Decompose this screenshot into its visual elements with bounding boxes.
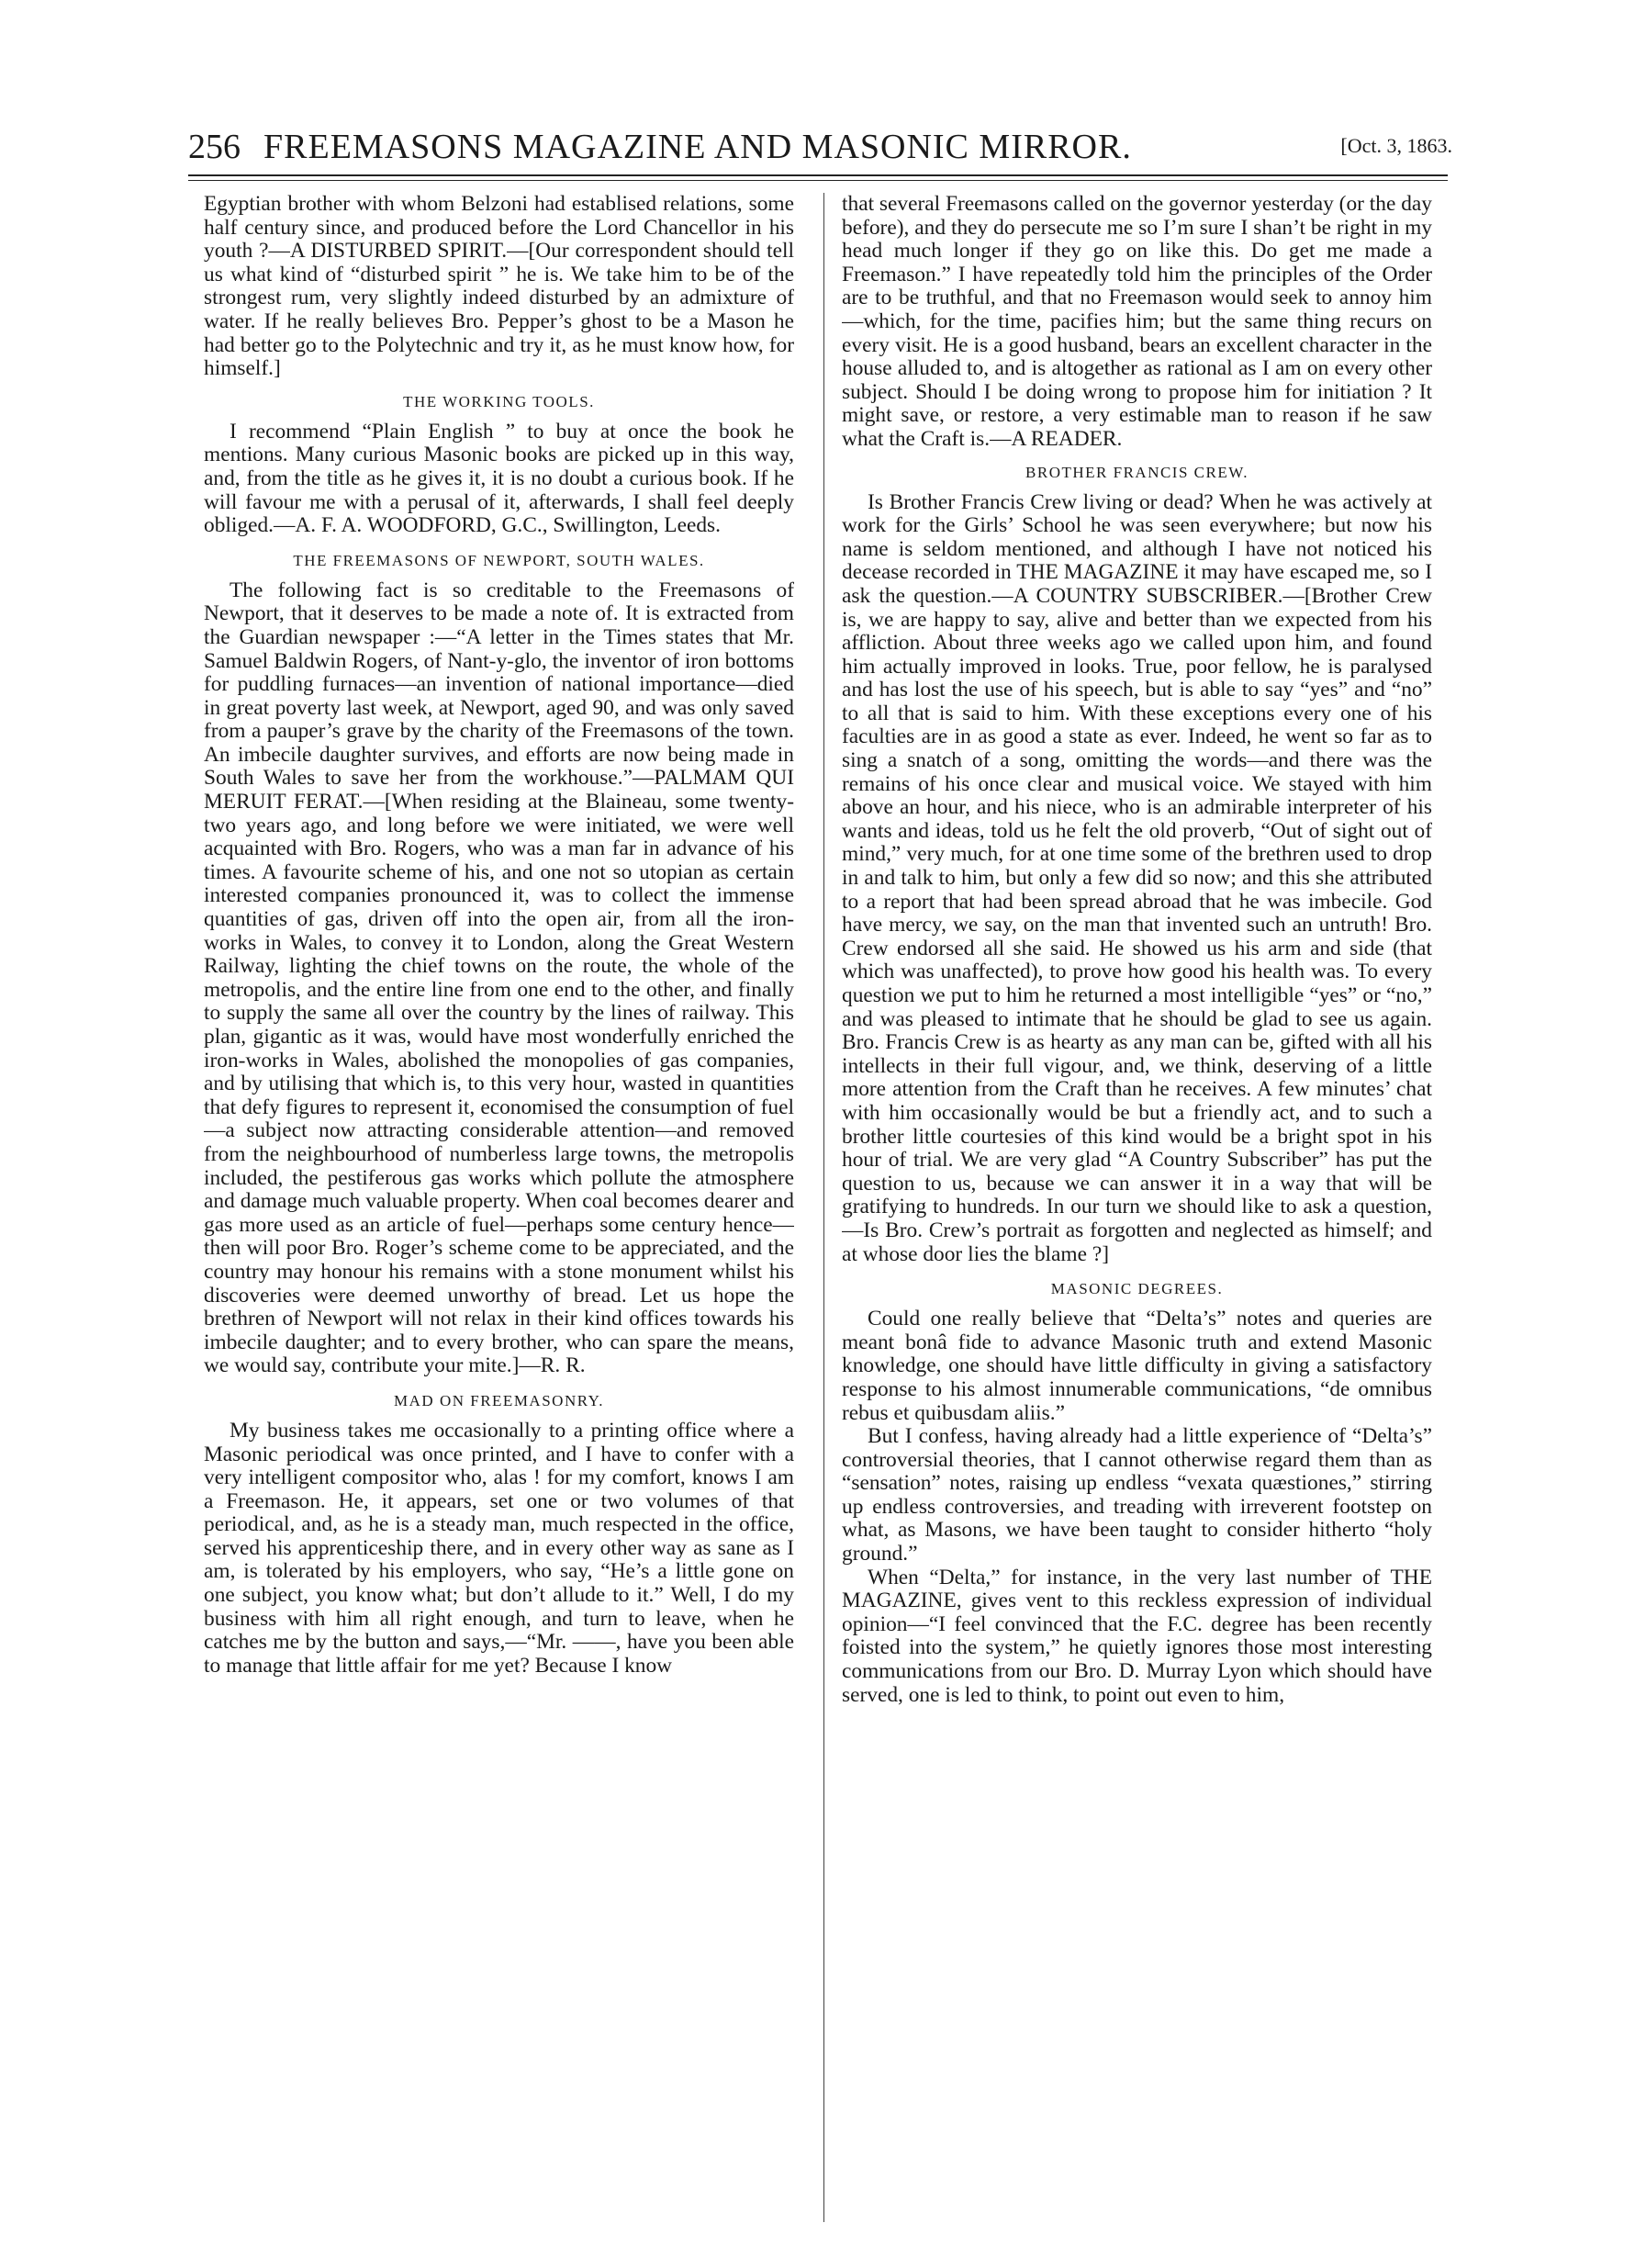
left-column [204, 193, 794, 2231]
heading-working-tools: THE WORKING TOOLS. [403, 392, 595, 410]
paragraph-degrees-3: When “Delta,” for instance, in the very last number of THE MAGAZINE, gives vent to this reckless expression of individual opinion—“I feel convinced that the F.C. degree has been recently foisted into the system,” he quietly ignores those most interesting communications from our Bro. D. Murray Lyon which should have served, one is led to think, to point out even to him, [842, 1565, 1432, 1707]
header-rule [188, 174, 1448, 176]
heading-mad-on-freemasonry: MAD ON FREEMASONRY. [394, 1391, 604, 1409]
paragraph-working-tools: I recommend “Plain English ” to buy at once the book he mentions. Many curious Masonic books are picked up in this way, and, from the title as he gives it, it is no doubt a curious book. If he will favour me with a perusal of it, afterwards, I shall feel deeply obliged.—A. F. A. WOODFORD, G.C., Swillington, Leeds. [204, 419, 794, 538]
header-rule-thin [188, 180, 1448, 181]
paragraph-francis-crew: Is Brother Francis Crew living or dead? When he was actively at work for the Girls’ School he was seen everywhere; but now his name is seldom mentioned, and although I have not noticed his decease recorded in THE MAGAZINE it may have escaped me, so I ask the question.—A COUNTRY SUBSCRIBER.—[Brother Crew is, we are happy to say, alive and better than we expected from his affliction. About three weeks ago we called upon him, and found him actually improved in looks. True, poor fellow, he is paralysed and has lost the use of his speech, but is able to say “yes” and “no” to all that is said to him. With these exceptions every one of his faculties are in as good a state as ever. Indeed, he went so far as to sing a snatch of a song, omitting the words—and there was the remains of his once clear and musical voice. We stayed with him above an hour, and his niece, who is an admirable interpreter of his wants and ideas, told us he felt the old proverb, “Out of sight out of mind,” very much, for at one time some of the brethren used to drop in and talk to him, but only a few did so now; and this she attributed to a report that had been spread abroad that he was imbecile. God have mercy, we say, on the man that invented such an untruth! Bro. Crew endorsed all she said. He showed us his arm and side (that which was unaffected), to prove how good his health was. To every question we put to him he returned a most intelligible “yes” or “no,” and was pleased to intimate that he should be glad to see us again. Bro. Francis Crew is as hearty as any man can be, gifted with all his intellects in their full vigour, and, we think, deserving of a little more attention from the Craft than he receives. A few minutes’ chat with him occasionally would be but a friendly act, and to such a brother little courtesies of this kind would be a bright spot in his hour of trial. We are very glad “A Country Subscriber” has put the question to us, because we can answer it in a way that will be gratifying to hundreds. In our turn we should like to ask a question,—Is Bro. Crew’s portrait as forgotten and neglected as himself; and at whose door lies the blame ?] [842, 489, 1432, 1266]
issue-date: [Oct. 3, 1863. [1340, 134, 1452, 157]
paragraph-degrees-2: But I confess, having already had a little experience of “Delta’s” controversial theories, that I cannot otherwise regard them than as “sensation” notes, raising up endless “vexata quæstiones,” stirring up endless controversies, and treading with irreverent footstep on what, as Masons, we have been taught to consider hitherto “holy ground.” [842, 1424, 1432, 1566]
paragraph-mad-on-freemasonry: My business takes me occasionally to a printing office where a Masonic periodical was once printed, and I have to confer with a very intelligent compositor who, alas ! for my comfort, knows I am a Freemason. He, it appears, set one or two volumes of that periodical, and, as he is a steady man, much respected in the office, served his apprenticeship there, and in every other way as sane as I am, is tolerated by his employers, who say, “He’s a little gone on one subject, you know what; but don’t allude to it.” Well, I do my business with him all right enough, and turn to leave, when he catches me by the button and says,—“Mr. ——, have you been able to manage that little affair for me yet? Because I know [204, 1418, 794, 1678]
paragraph-disturbed-spirit: Egyptian brother with whom Belzoni had establised relations, some half century since, and produced before the Lord Chancellor in his youth ?—A DISTURBED SPIRIT.—[Our correspondent should tell us what kind of “disturbed spirit ” he is. We take him to be of the strongest rum, very slightly indeed disturbed by an admixture of water. If he really believes Bro. Pepper’s ghost to be a Mason he had better go to the Polytechnic and try it, as he must know how, for himself.] [204, 193, 794, 381]
page-number: 256 [188, 128, 241, 166]
paragraph-newport: The following fact is so creditable to the Freemasons of Newport, that it deserves to be made a note of. It is extracted from the Guardian newspaper :—“A letter in the Times states that Mr. Samuel Baldwin Rogers, of Nant-y-glo, the inventor of iron bottoms for puddling furnaces—an invention of national importance—died in great poverty last week, at Newport, aged 90, and was only saved from a pauper’s grave by the charity of the Freemasons of the town. An imbecile daughter survives, and efforts are now being made in South Wales to save her from the workhouse.”—PALMAM QUI MERUIT FERAT.—[When residing at the Blaineau, some twenty-two years ago, and long before we were initiated, we were well acquainted with Bro. Rogers, who was a man far in advance of his times. A favourite scheme of his, and one not so utopian as certain interested companies pronounced it, was to collect the immense quantities of gas, driven off into the open air, from all the iron-works in Wales, to convey it to London, along the Great Western Railway, lighting the chief towns on the route, the whole of the metropolis, and the entire line from one end to the other, and finally to supply the same all over the country by the lines of railway. This plan, gigantic as it was, would have most wonderfully enriched the iron-works in Wales, abolished the monopolies of gas companies, and by utilising that which is, to this very hour, wasted in quantities that defy figures to represent it, economised the consumption of fuel—a subject now attracting considerable attention—and removed from the neighbourhood of numberless large towns, the metropolis included, the pestiferous gas works which pollute the atmosphere and damage much valuable property. When coal becomes dearer and gas more used as an article of fuel—perhaps some century hence—then will poor Bro. Roger’s scheme come to be appreciated, and the country may honour his remains with a stone monument whilst his discoveries were deemed unworthy of bread. Let us hope the brethren of Newport will not relax in their kind offices towards his imbecile daughter; and to every brother, who can spare the means, we would say, contribute your mite.]—R. R. [204, 578, 794, 1378]
masthead [188, 125, 1460, 167]
heading-masonic-degrees: MASONIC DEGREES. [1050, 1280, 1224, 1298]
column-divider [823, 193, 824, 2222]
heading-brother-francis-crew: BROTHER FRANCIS CREW. [1025, 463, 1249, 481]
right-column [842, 193, 1432, 2231]
paragraph-mad-continued: that several Freemasons called on the governor yesterday (or the day before), and they do persecute me so I’m sure I shan’t be right in my head much longer if they go on like this. Do get me made a Freemason.” I have repeatedly told him the principles of the Order are to be truthful, and that no Freemason would seek to annoy him—which, for the time, pacifies him; but the same thing recurs on every visit. He is a good husband, bears an excellent character in the house alluded to, and is altogether as rational as I am on every other subject. Should I be doing wrong to propose him for initiation ? It might save, or restore, a very estimable man to reason if he saw what the Craft is.—A READER. [842, 193, 1432, 451]
paragraph-degrees-1: Could one really believe that “Delta’s” notes and queries are meant bonâ fide to advance Masonic truth and extend Masonic knowledge, one should have little difficulty in giving a satisfactory response to his almost innumerable communications, “de omnibus rebus et quibusdam aliis.” [842, 1307, 1432, 1425]
heading-freemasons-of-newport: THE FREEMASONS OF NEWPORT, SOUTH WALES. [293, 551, 705, 569]
magazine-title: FREEMASONS MAGAZINE AND MASONIC MIRROR. [263, 128, 1132, 166]
